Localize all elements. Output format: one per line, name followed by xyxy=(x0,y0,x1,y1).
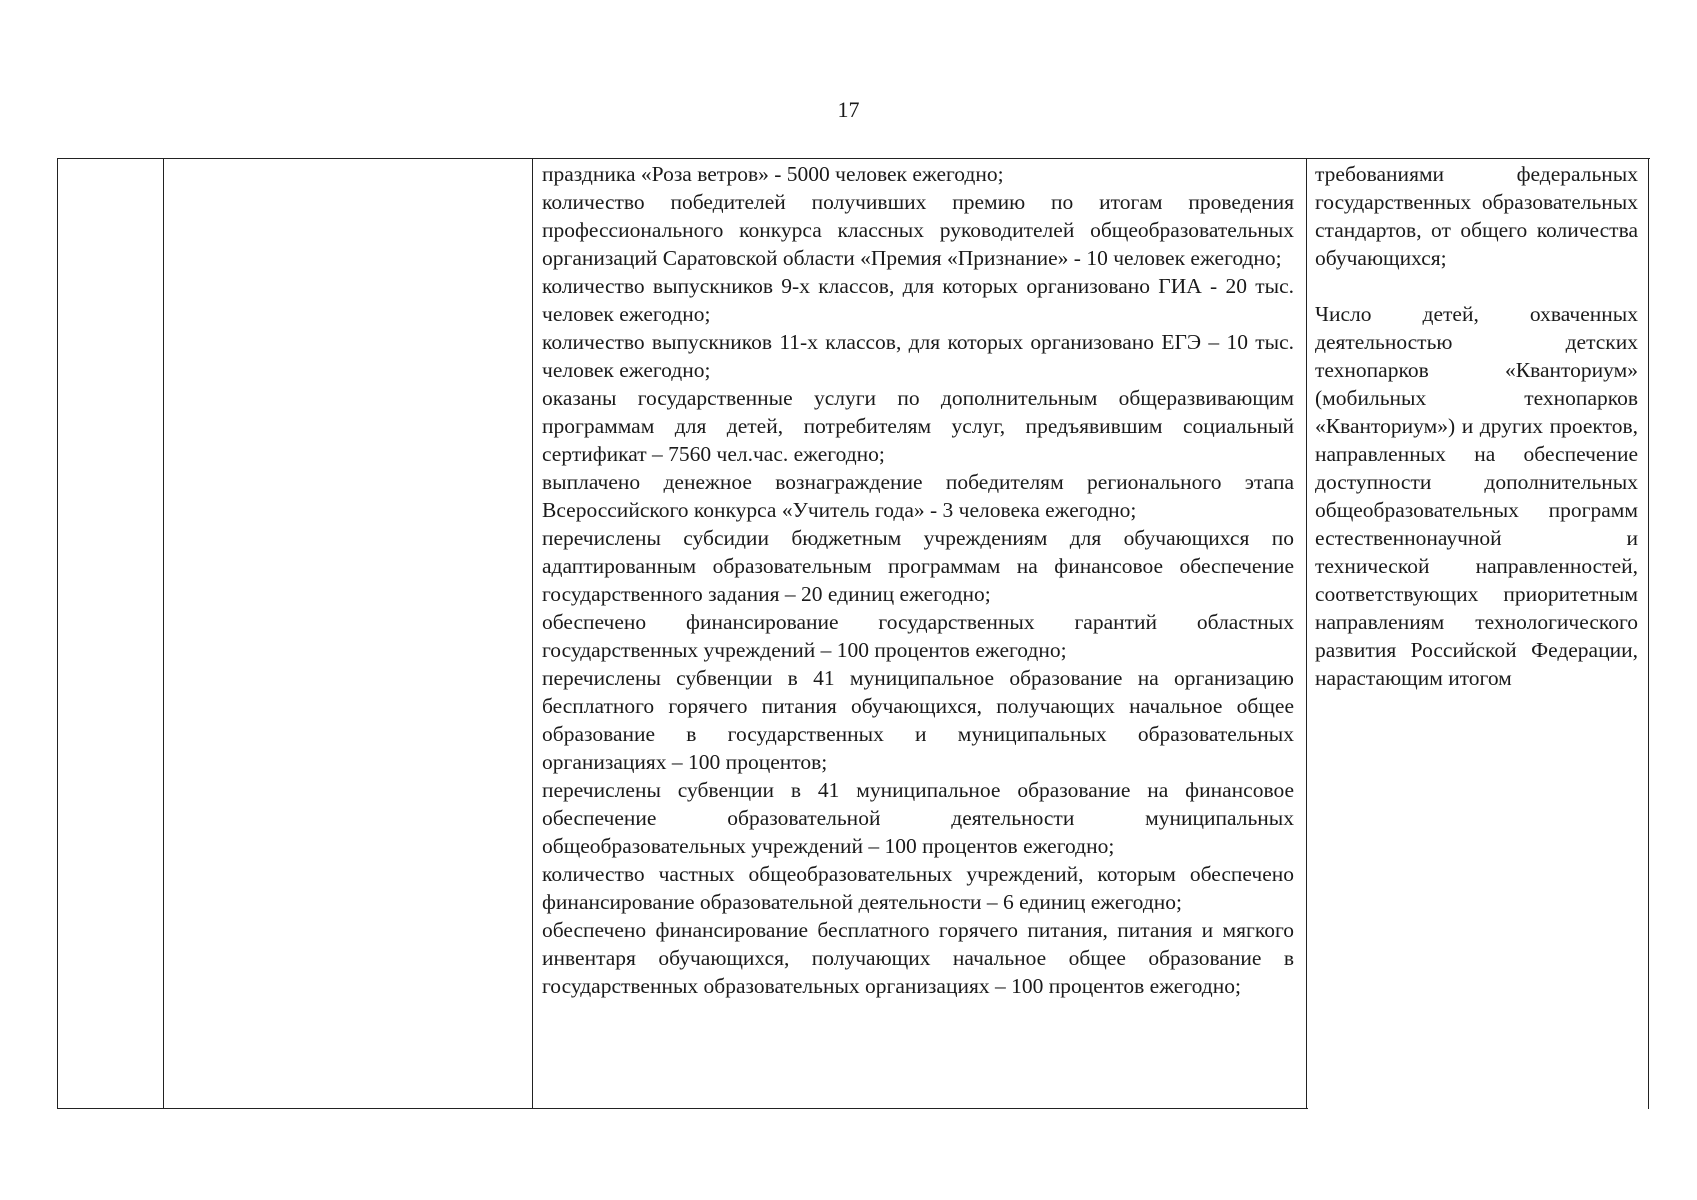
result-item: перечислены субвенции в 41 муниципальное образование на организацию бесплатного горячего питания обучающихся, получающих начальное общее образование в государственных и муниципальных образовательных организациях – 100 процентов; xyxy=(542,666,1294,774)
result-item: перечислены субвенции в 41 муниципальное образование на финансовое обеспечение образовательной деятельности муниципальных общеобразовательных учреждений – 100 процентов ежегодно; xyxy=(542,778,1294,858)
result-item: количество частных общеобразовательных учреждений, которым обеспечено финансирование образовательной деятельности – 6 единиц ежегодно; xyxy=(542,862,1294,914)
result-item: количество выпускников 9-х классов, для которых организовано ГИА - 20 тыс. человек ежегодно; xyxy=(542,274,1294,326)
results-cell xyxy=(542,160,1294,1000)
paragraph-gap xyxy=(1315,272,1638,300)
table-left-border xyxy=(57,158,58,1109)
indicators-cell xyxy=(1315,160,1638,692)
indicator-paragraph-1: требованиями федеральных государственных образовательных стандартов, от общего количества обучающихся; xyxy=(1315,162,1638,270)
column-divider-3 xyxy=(1306,158,1307,1109)
table-bottom-border xyxy=(57,1108,1308,1109)
column-divider-1 xyxy=(163,158,164,1109)
result-item: перечислены субсидии бюджетным учреждениям для обучающихся по адаптированным образовательным программам на финансовое обеспечение государственного задания – 20 единиц ежегодно; xyxy=(542,526,1294,606)
result-item: выплачено денежное вознаграждение победителям регионального этапа Всероссийского конкурса «Учитель года» - 3 человека ежегодно; xyxy=(542,470,1294,522)
page-number: 17 xyxy=(837,97,860,122)
result-item: оказаны государственные услуги по дополнительным общеразвивающим программам для детей, потребителям услуг, предъявившим социальный сертификат – 7560 чел.час. ежегодно; xyxy=(542,386,1294,466)
result-item: количество выпускников 11-х классов, для которых организовано ЕГЭ – 10 тыс. человек ежегодно; xyxy=(542,330,1294,382)
result-item: обеспечено финансирование бесплатного горячего питания, питания и мягкого инвентаря обучающихся, получающих начальное общее образование в государственных образовательных организациях – 100 процентов ежегодно; xyxy=(542,918,1294,998)
document-table xyxy=(57,158,1650,1109)
result-item: количество победителей получивших премию по итогам проведения профессионального конкурса классных руководителей общеобразовательных организаций Саратовской области «Премия «Признание» - 10 человек ежегодно; xyxy=(542,190,1294,270)
table-right-border xyxy=(1648,158,1649,1109)
table-top-border xyxy=(57,158,1650,159)
result-item: обеспечено финансирование государственных гарантий областных государственных учреждений – 100 процентов ежегодно; xyxy=(542,610,1294,662)
indicator-paragraph-2: Число детей, охваченных деятельностью детских технопарков «Кванториум» (мобильных технопарков «Кванториум») и других проектов, направленных на обеспечение доступности дополнительных общеобразовательных программ естественнонаучной и технической направленностей, соответствующих приоритетным направлениям технологического развития Российской Федерации, нарастающим итогом xyxy=(1315,302,1638,690)
column-divider-2 xyxy=(532,158,533,1109)
result-item: праздника «Роза ветров» - 5000 человек ежегодно; xyxy=(542,162,1004,186)
